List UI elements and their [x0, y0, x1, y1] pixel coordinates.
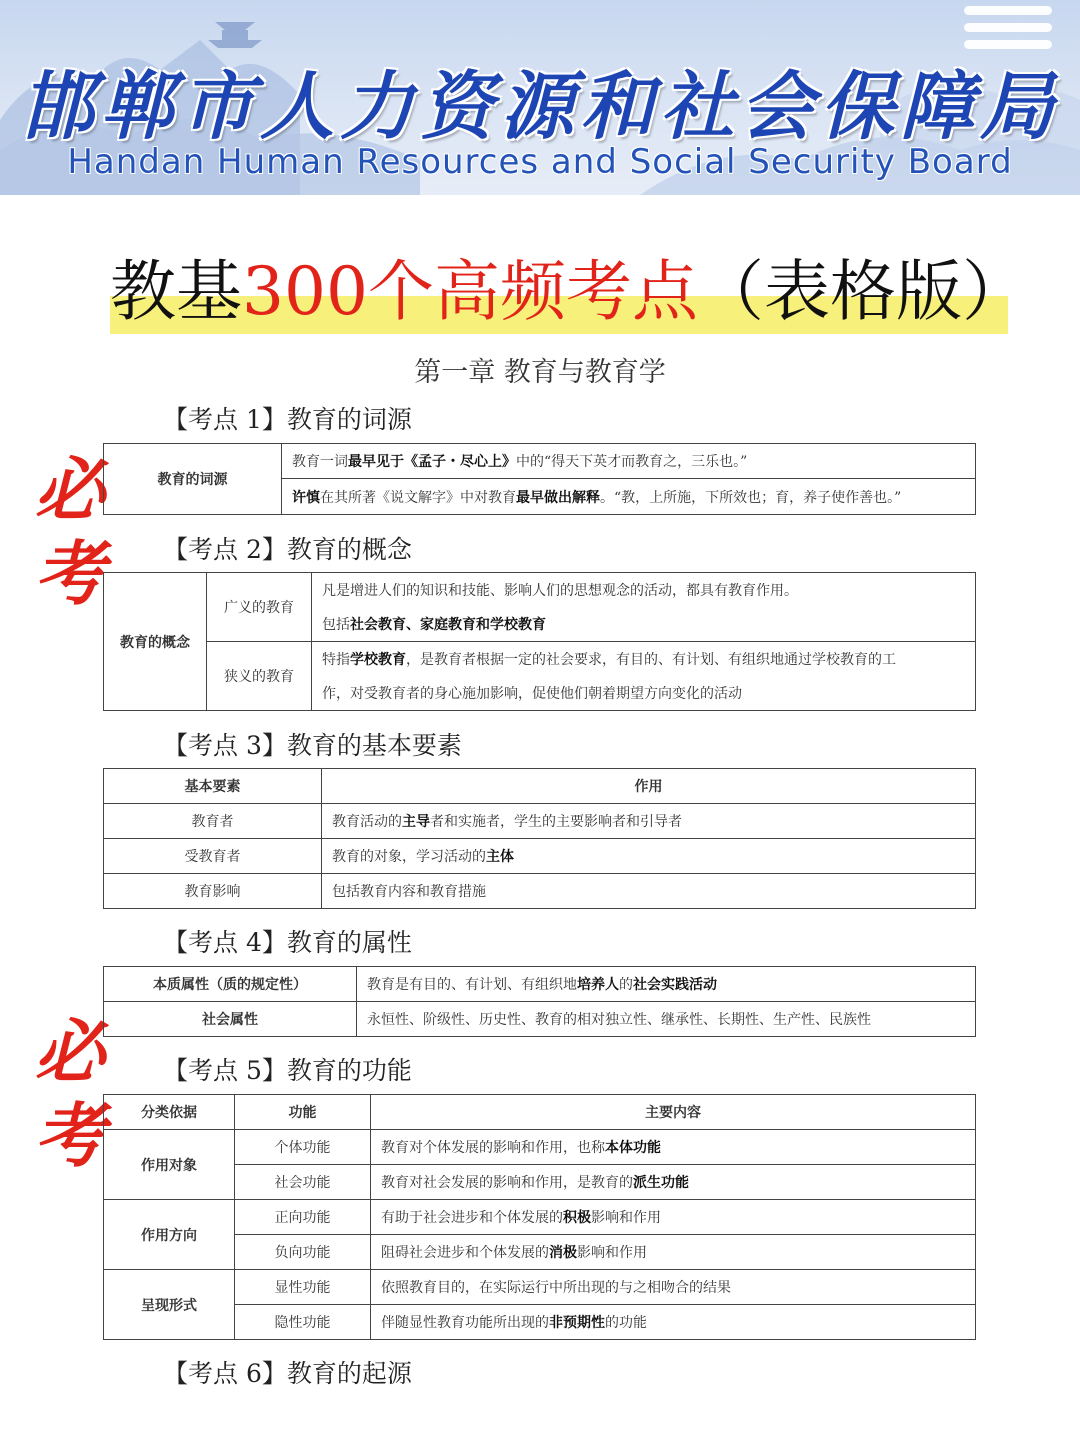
stamp-char: 考 [34, 532, 105, 615]
title-part-3: （表格版） [697, 253, 1028, 330]
sub-label: 广义的教育 [207, 573, 312, 642]
chapter-title: 第一章 教育与教育学 [414, 357, 666, 388]
page-title [110, 250, 1028, 340]
table-cell: 永恒性、阶级性、历史性、教育的相对独立性、继承性、长期性、生产性、民族性 [357, 1002, 976, 1037]
attribute-name: 本质属性（质的规定性） [104, 967, 357, 1002]
column-header: 基本要素 [104, 769, 322, 804]
table-row [104, 839, 976, 874]
section-heading-4: 【考点 4】教育的属性 [163, 928, 412, 957]
element-name: 受教育者 [104, 839, 322, 874]
section-heading-1: 【考点 1】教育的词源 [163, 405, 412, 434]
section-heading-6: 【考点 6】教育的起源 [163, 1359, 412, 1388]
function-name: 显性功能 [235, 1270, 371, 1305]
group-label: 作用对象 [104, 1130, 235, 1200]
table-row [104, 1270, 976, 1305]
function-name: 个体功能 [235, 1130, 371, 1165]
group-label: 呈现形式 [104, 1270, 235, 1340]
element-name: 教育影响 [104, 874, 322, 909]
sub-label: 狭义的教育 [207, 642, 312, 711]
table-cell: 有助于社会进步和个体发展的积极影响和作用 [371, 1200, 976, 1235]
stamp-char: 考 [34, 1094, 105, 1177]
stamp-char: 必 [34, 1010, 105, 1093]
table-cell: 阻碍社会进步和个体发展的消极影响和作用 [371, 1235, 976, 1270]
table-cell: 包括社会教育、家庭教育和学校教育 [312, 608, 976, 642]
table-etymology [103, 443, 976, 515]
column-header: 分类依据 [104, 1095, 235, 1130]
table-row [104, 1130, 976, 1165]
table-row [104, 804, 976, 839]
column-header: 主要内容 [371, 1095, 976, 1130]
table-cell: 教育活动的主导者和实施者，学生的主要影响者和引导者 [322, 804, 976, 839]
table-cell: 特指学校教育，是教育者根据一定的社会要求，有目的、有计划、有组织地通过学校教育的工 [312, 642, 976, 677]
table-cell: 教育是有目的、有计划、有组织地培养人的社会实践活动 [357, 967, 976, 1002]
table-row [104, 967, 976, 1002]
table-cell: 许慎在其所著《说文解字》中对教育最早做出解释。“教，上所施，下所效也；育，养子使作善也。” [282, 479, 976, 515]
table-cell: 包括教育内容和教育措施 [322, 874, 976, 909]
table-row [104, 444, 976, 479]
table-header-row [104, 769, 976, 804]
element-name: 教育者 [104, 804, 322, 839]
table-row [104, 1235, 976, 1270]
bikao-stamp-1 [32, 448, 107, 616]
table-cell: 教育对社会发展的影响和作用，是教育的派生功能 [371, 1165, 976, 1200]
table-row [104, 1165, 976, 1200]
function-name: 正向功能 [235, 1200, 371, 1235]
column-header: 功能 [235, 1095, 371, 1130]
table-row [104, 1200, 976, 1235]
table-header-row [104, 1095, 976, 1130]
function-name: 负向功能 [235, 1235, 371, 1270]
table-row [104, 1002, 976, 1037]
bikao-stamp-2 [32, 1010, 107, 1178]
table-cell: 作，对受教育者的身心施加影响，促使他们朝着期望方向变化的活动 [312, 677, 976, 711]
table-row [104, 642, 976, 677]
group-label: 作用方向 [104, 1200, 235, 1270]
section-heading-2: 【考点 2】教育的概念 [163, 535, 412, 564]
table-basic-elements [103, 768, 976, 909]
table-row [104, 874, 976, 909]
row-label: 教育的概念 [104, 573, 207, 711]
table-cell: 伴随显性教育功能所出现的非预期性的功能 [371, 1305, 976, 1340]
bureau-name-english: Handan Human Resources and Social Security Board [67, 142, 1013, 182]
column-header: 作用 [322, 769, 976, 804]
table-cell: 教育一词最早见于《孟子・尽心上》中的“得天下英才而教育之，三乐也。” [282, 444, 976, 479]
title-part-1: 教基 [110, 253, 242, 330]
function-name: 隐性功能 [235, 1305, 371, 1340]
table-row [104, 573, 976, 608]
section-heading-3: 【考点 3】教育的基本要素 [163, 731, 462, 760]
table-cell: 依照教育目的，在实际运行中所出现的与之相吻合的结果 [371, 1270, 976, 1305]
table-cell: 教育的对象，学习活动的主体 [322, 839, 976, 874]
table-cell: 凡是增进人们的知识和技能、影响人们的思想观念的活动，都具有教育作用。 [312, 573, 976, 608]
stamp-char: 必 [34, 448, 105, 531]
bureau-name-chinese: 邯郸市人力资源和社会保障局 [20, 64, 1060, 150]
table-attributes [103, 966, 976, 1037]
table-concept [103, 572, 976, 711]
function-name: 社会功能 [235, 1165, 371, 1200]
title-part-2: 300个高频考点 [242, 253, 698, 330]
header-banner [0, 0, 1080, 195]
section-heading-5: 【考点 5】教育的功能 [163, 1056, 412, 1085]
table-cell: 教育对个体发展的影响和作用，也称本体功能 [371, 1130, 976, 1165]
table-functions [103, 1094, 976, 1340]
attribute-name: 社会属性 [104, 1002, 357, 1037]
row-label: 教育的词源 [104, 444, 282, 515]
table-row [104, 1305, 976, 1340]
hamburger-menu-icon[interactable] [964, 6, 1052, 54]
